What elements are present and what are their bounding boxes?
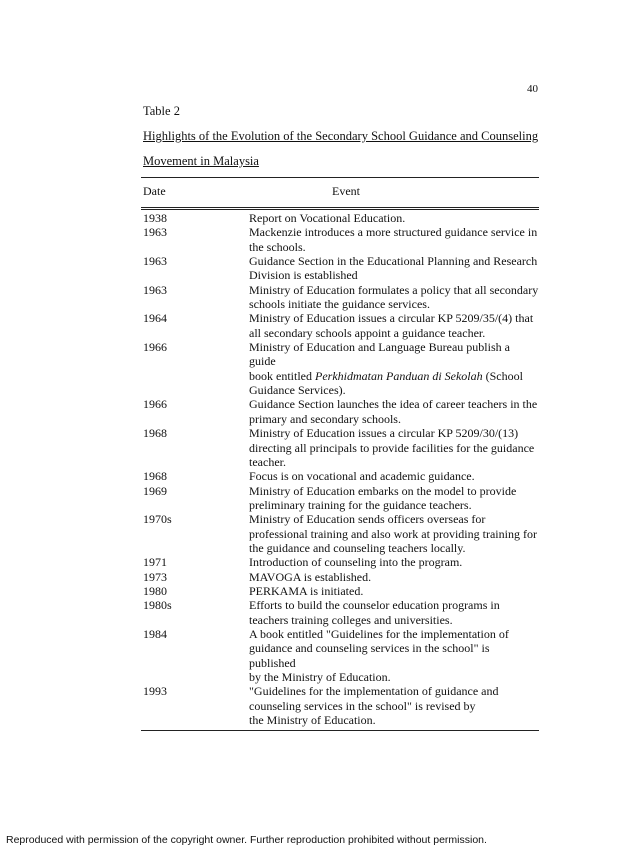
row-event (249, 627, 539, 684)
row-event (249, 340, 539, 397)
row-date: 1968 (143, 426, 167, 441)
event-line: Ministry of Education embarks on the model to provide (249, 483, 517, 498)
table-title-line-1: Highlights of the Evolution of the Secondary School Guidance and Counseling (143, 129, 539, 143)
event-line: teachers training colleges and universities. (249, 612, 453, 627)
copyright-footer: Reproduced with permission of the copyright owner. Further reproduction prohibited without permission. (6, 834, 487, 846)
row-event (249, 684, 539, 727)
row-date: 1970s (143, 512, 172, 527)
event-line: Guidance Services). (249, 383, 346, 398)
row-event (249, 211, 539, 225)
page-number: 40 (527, 83, 538, 95)
row-date: 1973 (143, 569, 167, 584)
column-header-event: Event (332, 184, 360, 198)
table-row (143, 555, 539, 569)
row-event (249, 598, 539, 627)
table-row (143, 512, 539, 555)
event-line: schools initiate the guidance services. (249, 297, 430, 312)
table-row (143, 211, 539, 225)
row-event (249, 254, 539, 283)
table-row (143, 340, 539, 397)
row-date: 1963 (143, 254, 167, 269)
row-date: 1993 (143, 684, 167, 699)
row-date: 1969 (143, 483, 167, 498)
row-date: 1984 (143, 626, 167, 641)
table-label: Table 2 (143, 104, 180, 118)
event-line: directing all principals to provide facilities for the guidance (249, 440, 535, 455)
row-event (249, 555, 539, 569)
event-line: Ministry of Education sends officers overseas for (249, 512, 486, 527)
event-line: Ministry of Education issues a circular KP 5209/30/(13) (249, 426, 519, 441)
table-bottom-rule (141, 730, 539, 731)
row-date: 1964 (143, 311, 167, 326)
table-top-rule (141, 177, 539, 178)
row-date: 1966 (143, 397, 167, 412)
event-line: all secondary schools appoint a guidance teacher. (249, 325, 486, 340)
table-row (143, 469, 539, 483)
event-line: preliminary training for the guidance teachers. (249, 497, 472, 512)
table-body (143, 211, 539, 727)
event-line: Report on Vocational Education. (249, 211, 406, 225)
table-row (143, 426, 539, 469)
table-row (143, 484, 539, 513)
row-date: 1980s (143, 598, 172, 613)
header-rule (141, 207, 539, 208)
row-event (249, 570, 539, 584)
event-line: Guidance Section launches the idea of career teachers in the (249, 397, 538, 412)
table-row (143, 225, 539, 254)
event-line: by the Ministry of Education. (249, 670, 391, 684)
row-event (249, 283, 539, 312)
table-row (143, 397, 539, 426)
row-date: 1966 (143, 340, 167, 355)
table-row (143, 584, 539, 598)
table-row (143, 570, 539, 584)
event-line: Focus is on vocational and academic guidance. (249, 469, 475, 484)
event-line: Introduction of counseling into the program. (249, 555, 463, 570)
table-row (143, 283, 539, 312)
table-row (143, 254, 539, 283)
table-title-line-2: Movement in Malaysia (143, 154, 259, 168)
table-row (143, 684, 539, 727)
event-line: Ministry of Education issues a circular KP 5209/35/(4) that (249, 311, 534, 326)
event-line: the Ministry of Education. (249, 713, 376, 728)
event-line: the schools. (249, 239, 306, 254)
row-event (249, 512, 539, 555)
column-header-date: Date (143, 184, 166, 198)
row-event (249, 397, 539, 426)
event-line: professional training and also work at providing training for (249, 526, 537, 541)
row-event (249, 426, 539, 469)
row-date: 1963 (143, 282, 167, 297)
row-event (249, 225, 539, 254)
event-line: counseling services in the school" is revised by (249, 698, 476, 713)
event-line: PERKAMA is initiated. (249, 583, 364, 598)
row-date: 1968 (143, 469, 167, 484)
event-line: Division is established (249, 268, 358, 283)
row-event (249, 484, 539, 513)
event-line: book entitled Perkhidmatan Panduan di Sekolah (School (249, 368, 523, 383)
row-date: 1938 (143, 211, 167, 225)
event-line: primary and secondary schools. (249, 411, 401, 426)
event-line: Ministry of Education formulates a policy that all secondary (249, 282, 539, 297)
table-row (143, 311, 539, 340)
event-line: Ministry of Education and Language Bureau publish a guide (249, 340, 510, 369)
event-line: "Guidelines for the implementation of guidance and (249, 684, 499, 699)
table-row (143, 598, 539, 627)
row-event (249, 469, 539, 483)
row-event (249, 584, 539, 598)
table-row (143, 627, 539, 684)
row-date: 1971 (143, 555, 167, 570)
event-line: the guidance and counseling teachers locally. (249, 540, 466, 555)
row-event (249, 311, 539, 340)
event-line: MAVOGA is established. (249, 569, 372, 584)
event-line: Mackenzie introduces a more structured guidance service in (249, 225, 538, 240)
event-line: Guidance Section in the Educational Planning and Research (249, 254, 538, 269)
event-line: A book entitled "Guidelines for the implementation of (249, 626, 509, 641)
row-date: 1963 (143, 225, 167, 240)
event-line: guidance and counseling services in the school" is published (249, 641, 490, 670)
event-line: teacher. (249, 454, 286, 469)
header-rule-double (141, 209, 539, 210)
row-date: 1980 (143, 583, 167, 598)
event-line: Efforts to build the counselor education programs in (249, 598, 500, 613)
